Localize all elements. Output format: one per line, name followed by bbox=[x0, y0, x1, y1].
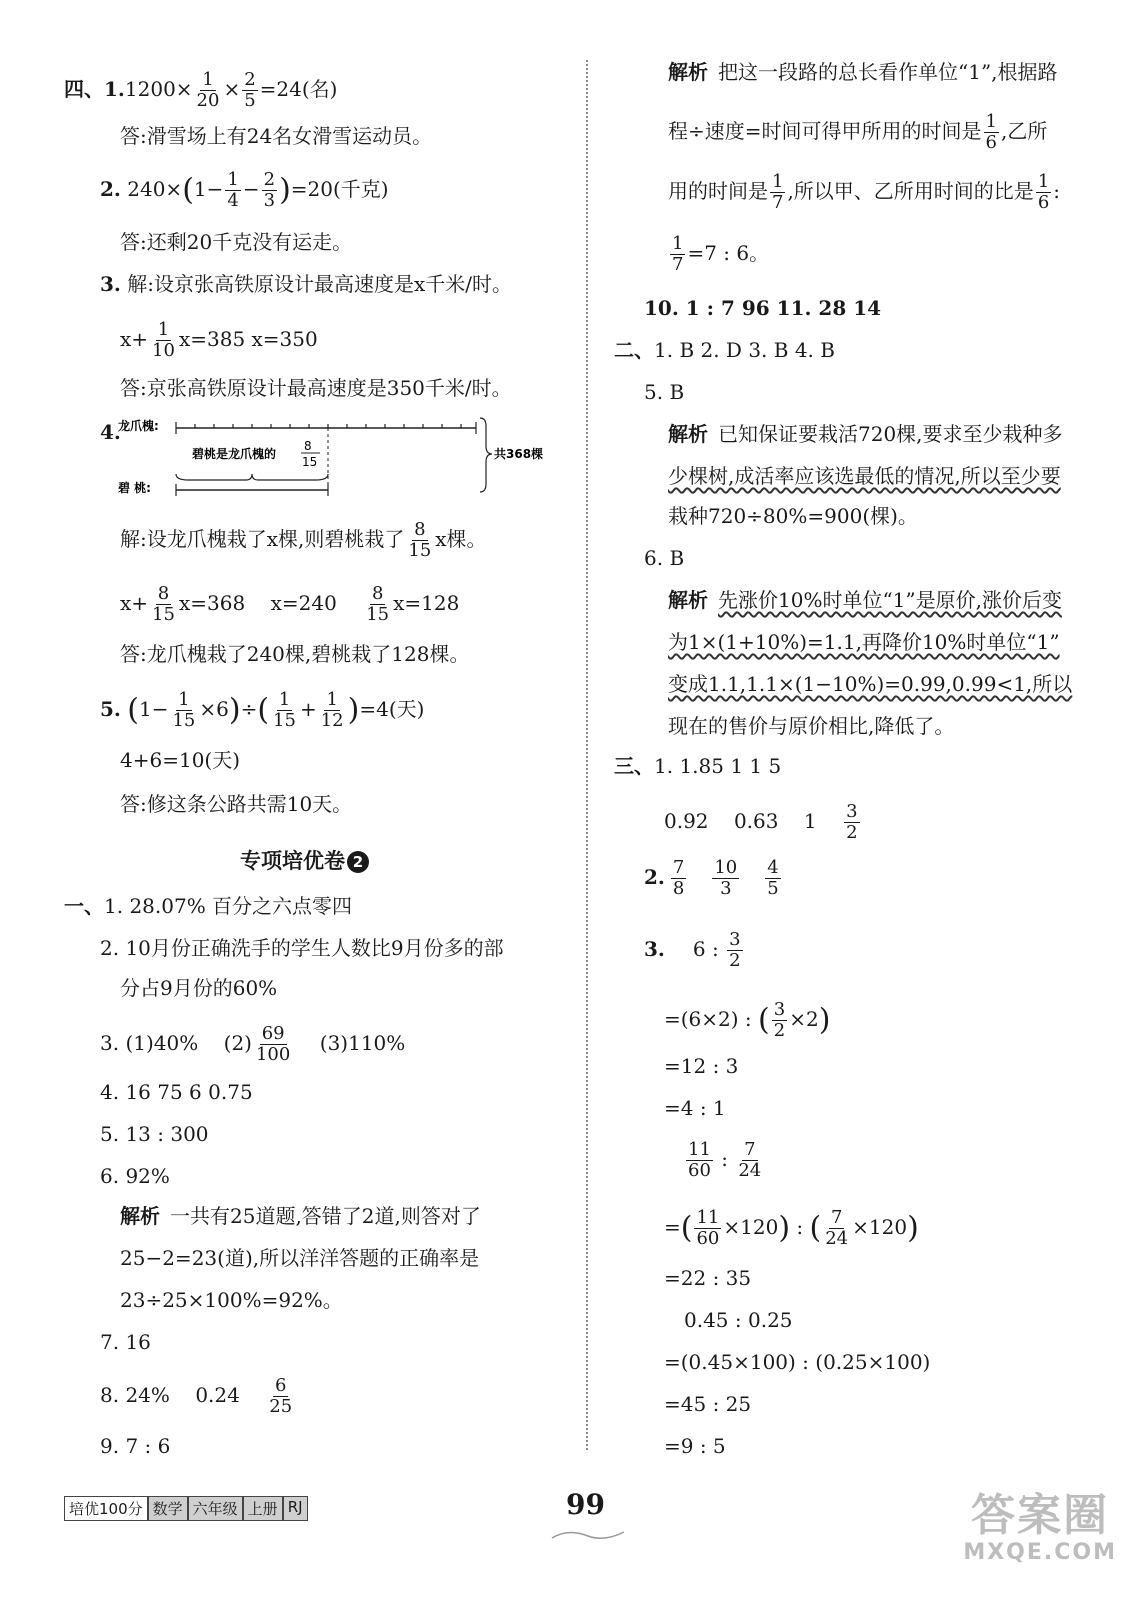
p3-line: 3. (1)40% (2) $\frac{69}{100}$ (3)110% bbox=[100, 1023, 406, 1065]
fraction: $\frac{4}{5}$ bbox=[767, 857, 779, 899]
q5-answer: 答:修这条公路共需10天。 bbox=[120, 792, 353, 816]
r-analysis-1: 解析 把这一段路的总长看作单位“1”,根据路 bbox=[668, 60, 1058, 84]
fraction: $\frac{11}{60}$ bbox=[696, 1207, 720, 1249]
r-q6-analysis: 解析 先涨价10%时单位“1”是原价,涨价后变 bbox=[668, 588, 1062, 612]
fraction: $\frac{1}{20}$ bbox=[196, 69, 220, 111]
r-analysis-2: 程÷速度=时间可得甲所用的时间是 $\frac{1}{6}$ ,乙所 bbox=[668, 111, 1048, 153]
fraction: $\frac{2}{3}$ bbox=[263, 169, 276, 211]
book-volume: 上册 bbox=[243, 1496, 283, 1521]
book-grade: 六年级 bbox=[188, 1496, 243, 1521]
fraction: $\frac{1}{6}$ bbox=[1037, 171, 1050, 213]
diagram-label-middle: 碧桃是龙爪槐的 bbox=[192, 447, 277, 461]
p5-line: 5. 13 : 300 bbox=[100, 1122, 209, 1146]
r-s3-line2: 0.92 0.63 1 $\frac{3}{2}$ bbox=[664, 801, 858, 843]
r-s3-q3-b-step1: =( $\frac{11}{60}$ ×120) : ( $\frac{7}{24}$ ×120) bbox=[664, 1207, 919, 1249]
p9-line: 9. 7 : 6 bbox=[100, 1434, 171, 1458]
fraction: $\frac{3}{2}$ bbox=[773, 999, 786, 1041]
p6-analysis: 解析 一共有25道题,答错了2道,则答对了 bbox=[120, 1204, 481, 1228]
q3-equation: x+ $\frac{1}{10}$ x=385 x=350 bbox=[120, 319, 318, 361]
column-divider bbox=[586, 60, 588, 1450]
q4-answer: 答:龙爪槐栽了240棵,碧桃栽了128棵。 bbox=[120, 642, 470, 666]
r-section2: 二、1. B 2. D 3. B 4. B bbox=[614, 338, 835, 362]
q1-answer: 答:滑雪场上有24名女滑雪运动员。 bbox=[120, 124, 433, 148]
q4-1-line: 四、1.1200× $\frac{1}{20}$ × $\frac{2}{5}$ =24(名) bbox=[64, 69, 338, 111]
r-q6-analysis-4: 现在的售价与原价相比,降低了。 bbox=[668, 714, 955, 738]
fraction: $\frac{3}{2}$ bbox=[846, 801, 858, 843]
fraction: $\frac{1}{10}$ bbox=[152, 319, 175, 361]
r-q6-analysis-3: 变成1.1,1.1×(1−10%)=0.99,0.99<1,所以 bbox=[668, 672, 1073, 696]
p6-line: 6. 92% bbox=[100, 1164, 170, 1188]
q4-equation: x+ $\frac{8}{15}$ x=368 x=240 $\frac{8}{15}$ x=128 bbox=[120, 583, 460, 625]
q5-line: 5. (1− $\frac{1}{15}$ ×6)÷( $\frac{1}{15}$ + $\frac{1}{12}$ )=4(天) bbox=[100, 689, 425, 731]
r-s3-q3-c: 0.45 : 0.25 bbox=[684, 1308, 793, 1332]
r-s3-q3: 3. 6 : $\frac{3}{2}$ bbox=[644, 929, 741, 971]
p4-line: 4. 16 75 6 0.75 bbox=[100, 1080, 253, 1104]
r-q6: 6. B bbox=[644, 546, 685, 570]
watermark-url: MXQE.COM bbox=[963, 1540, 1117, 1565]
fraction: $\frac{8}{15}$ bbox=[366, 583, 390, 625]
q5-line2: 4+6=10(天) bbox=[120, 748, 241, 772]
book-subject: 数学 bbox=[148, 1496, 188, 1521]
q2-answer: 答:还剩20千克没有运走。 bbox=[120, 230, 353, 254]
fraction: $\frac{69}{100}$ bbox=[255, 1023, 291, 1065]
fraction: $\frac{2}{5}$ bbox=[244, 69, 256, 111]
r-s3-q3-b-step2: =22 : 35 bbox=[664, 1266, 752, 1290]
p6-analysis-2: 25−2=23(道),所以洋洋答题的正确率是 bbox=[120, 1246, 480, 1270]
q2-line: 2. 240×(1− $\frac{1}{4}$ − $\frac{2}{3}$ )=20(千克) bbox=[100, 169, 389, 211]
p8-line: 8. 24% 0.24 $\frac{6}{25}$ bbox=[100, 1375, 293, 1417]
section-label: 四、 bbox=[64, 77, 104, 101]
p1-line: 一、1. 28.07% 百分之六点零四 bbox=[64, 894, 353, 918]
diagram-total: 共368棵 bbox=[494, 447, 544, 461]
fraction: $\frac{1}{15}$ bbox=[273, 689, 296, 731]
fraction: $\frac{8}{15}$ bbox=[152, 583, 175, 625]
watermark bbox=[963, 1492, 1117, 1565]
footer-book-info bbox=[64, 1496, 308, 1521]
fraction: $\frac{1}{12}$ bbox=[320, 689, 344, 731]
book-brand: 培优100分 bbox=[64, 1496, 148, 1521]
q4-number: 4. bbox=[100, 420, 121, 444]
watermark-logo: 答案圈 bbox=[971, 1490, 1110, 1541]
fraction: $\frac{1}{4}$ bbox=[227, 169, 239, 211]
r-q5-analysis-2: 少棵树,成活率应该选最低的情况,所以至少要 bbox=[668, 464, 1061, 488]
fraction: $\frac{3}{2}$ bbox=[729, 929, 741, 971]
r-s3-q3-step3: =4 : 1 bbox=[664, 1096, 726, 1120]
r-section3: 三、1. 1.85 1 1 5 bbox=[614, 754, 782, 778]
r-s3-q3-step1: =(6×2) : ( $\frac{3}{2}$ ×2) bbox=[664, 999, 831, 1041]
fraction: $\frac{11}{60}$ bbox=[688, 1139, 711, 1181]
r-s3-q3-c-step1: =(0.45×100) : (0.25×100) bbox=[664, 1350, 931, 1374]
fraction: $\frac{1}{6}$ bbox=[985, 111, 997, 153]
diagram-label-top: 龙爪槐: bbox=[118, 419, 159, 433]
diagram-label-bottom: 碧 桃: bbox=[118, 481, 151, 495]
fraction: $\frac{8}{15}$ bbox=[408, 519, 432, 561]
fraction: $\frac{6}{25}$ bbox=[269, 1375, 293, 1417]
r-s3-q3-c-step3: =9 : 5 bbox=[664, 1434, 726, 1458]
fraction: $\frac{7}{8}$ bbox=[672, 857, 685, 899]
r-q5-analysis: 解析 已知保证要栽活720棵,要求至少栽种多 bbox=[668, 422, 1063, 446]
diagram-frac-num: 8 bbox=[304, 439, 312, 453]
fraction: $\frac{1}{7}$ bbox=[672, 233, 684, 275]
r-s3-q2: 2. $\frac{7}{8}$ $\frac{10}{3}$ $\frac{4}{5}$ bbox=[644, 857, 779, 899]
q3-line: 3. 解:设京张高铁原设计最高速度是x千米/时。 bbox=[100, 272, 513, 296]
fraction: $\frac{7}{24}$ bbox=[738, 1139, 762, 1181]
fraction: $\frac{7}{24}$ bbox=[825, 1207, 849, 1249]
page-number-flourish bbox=[548, 1524, 628, 1544]
page-number: 99 bbox=[566, 1488, 605, 1521]
r-analysis-4: $\frac{1}{7}$ =7 : 6。 bbox=[672, 233, 770, 275]
section-number: 2 bbox=[347, 851, 369, 873]
q3-answer: 答:京张高铁原设计最高速度是350千米/时。 bbox=[120, 376, 512, 400]
r-s3-q3-b: $\frac{11}{60}$ : $\frac{7}{24}$ bbox=[688, 1139, 762, 1181]
p2-line-b: 分占9月份的60% bbox=[120, 976, 278, 1000]
r-line-10-11: 10. 1 : 7 96 11. 28 14 bbox=[644, 296, 882, 320]
section-title: 专项培优卷 2 bbox=[240, 845, 369, 875]
fraction: $\frac{10}{3}$ bbox=[714, 857, 738, 899]
book-edition: RJ bbox=[283, 1496, 308, 1521]
r-s3-q3-step2: =12 : 3 bbox=[664, 1054, 739, 1078]
q4-solution: 解:设龙爪槐栽了x棵,则碧桃栽了 $\frac{8}{15}$ x棵。 bbox=[120, 519, 487, 561]
r-s3-q3-c-step2: =45 : 25 bbox=[664, 1392, 752, 1416]
r-analysis-3: 用的时间是 $\frac{1}{7}$ ,所以甲、乙所用时间的比是 $\frac{1}{6}$ : bbox=[668, 171, 1061, 213]
p2-line-a: 2. 10月份正确洗手的学生人数比9月份多的部 bbox=[100, 936, 504, 960]
fraction: $\frac{1}{15}$ bbox=[172, 689, 196, 731]
r-q5: 5. B bbox=[644, 380, 685, 404]
r-q5-analysis-3: 栽种720÷80%=900(棵)。 bbox=[668, 504, 918, 528]
p6-analysis-3: 23÷25×100%=92%。 bbox=[120, 1288, 343, 1312]
diagram-frac-den: 15 bbox=[302, 455, 318, 469]
line-segment-diagram bbox=[118, 412, 568, 502]
fraction: $\frac{1}{7}$ bbox=[772, 171, 784, 213]
r-q6-analysis-2: 为1×(1+10%)=1.1,再降价10%时单位“1” bbox=[668, 630, 1060, 654]
p7-line: 7. 16 bbox=[100, 1330, 151, 1354]
